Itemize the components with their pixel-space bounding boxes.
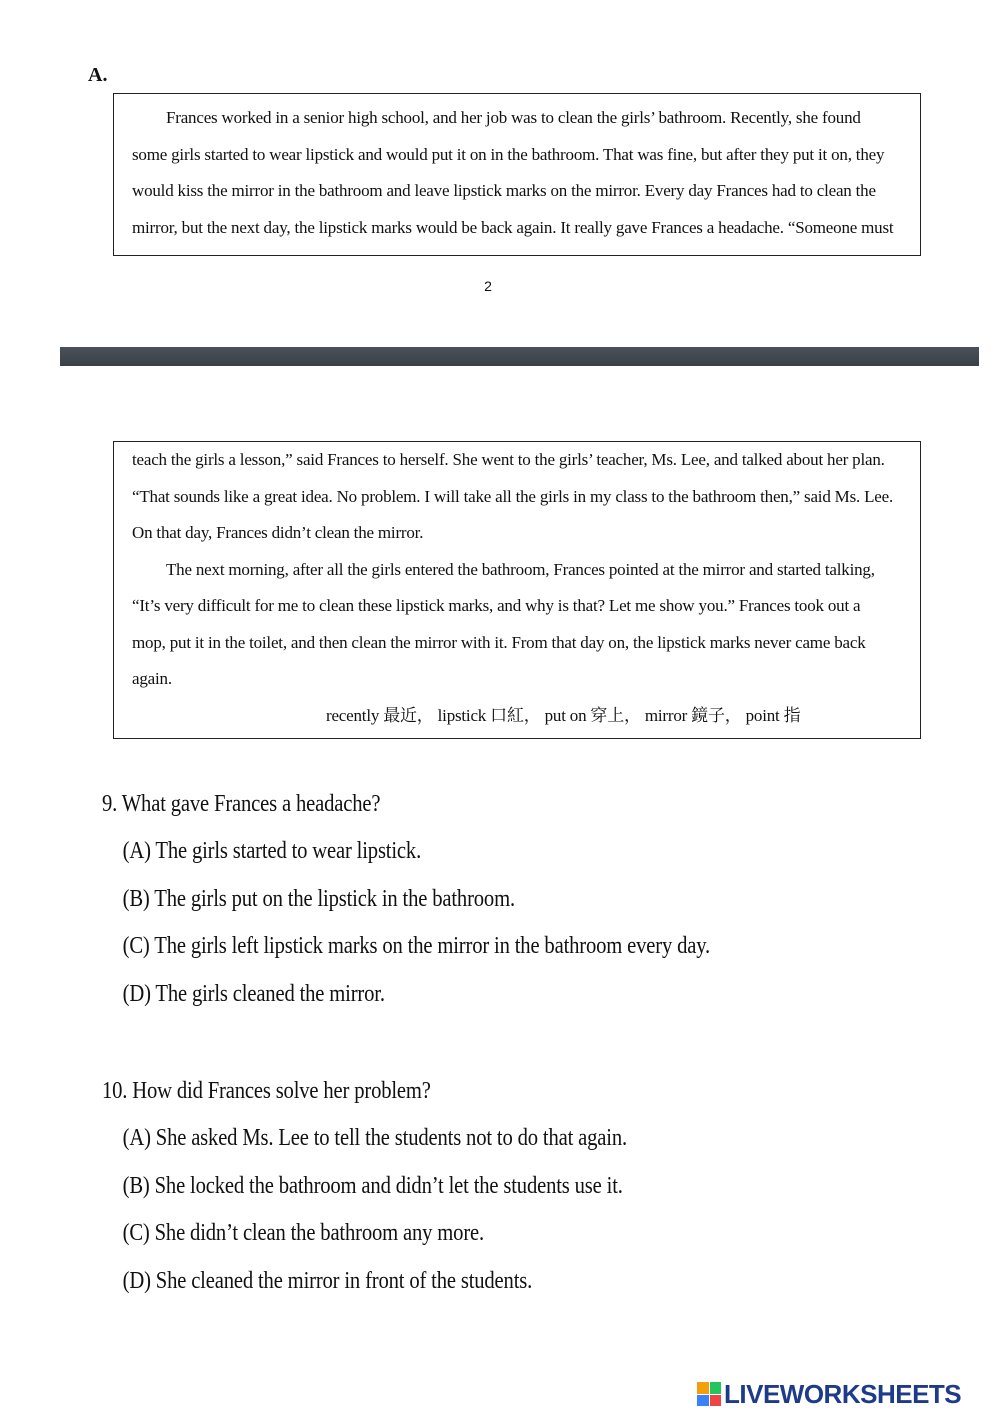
passage-line: “It’s very difficult for me to clean these lipstick marks, and why is that? Let me show you.” Frances took out a xyxy=(132,596,861,615)
answer-option-b[interactable]: (B) She locked the bathroom and didn’t let the students use it. xyxy=(122,1172,623,1199)
logo-cell xyxy=(697,1395,709,1407)
vocabulary-glossary: recently 最近， lipstick 口紅， put on 穿上， mirror 鏡子， point 指 xyxy=(326,705,801,725)
passage-box-bottom xyxy=(113,441,921,739)
passage-line: mirror, but the next day, the lipstick marks would be back again. It really gave Frances a headache. “Someone must xyxy=(132,217,894,237)
passage-line: “That sounds like a great idea. No problem. I will take all the girls in my class to the bathroom then,” said Ms. Lee. xyxy=(132,486,894,506)
answer-option-a[interactable]: (A) She asked Ms. Lee to tell the students not to do that again. xyxy=(122,1125,627,1151)
passage-line: The next morning, after all the girls entered the bathroom, Frances pointed at the mirror and started talking, xyxy=(166,559,875,579)
question-9 xyxy=(102,780,710,1018)
liveworksheets-logo[interactable] xyxy=(697,1378,997,1410)
logo-text: LIVEWORKSHEETS xyxy=(724,1378,962,1409)
passage-line: mop, put it in the toilet, and then clean the mirror with it. From that day on, the lipstick marks never came back xyxy=(132,632,866,652)
question-stem: 9. What gave Frances a headache? xyxy=(102,791,381,817)
passage-line: On that day, Frances didn’t clean the mirror. xyxy=(132,523,424,542)
question-10 xyxy=(102,1067,627,1305)
passage-line: teach the girls a lesson,” said Frances to herself. She went to the girls’ teacher, Ms. Lee, and talked about her plan. xyxy=(132,450,885,469)
logo-cell xyxy=(710,1395,722,1407)
section-label: A. xyxy=(88,64,108,86)
answer-option-b[interactable]: (B) The girls put on the lipstick in the bathroom. xyxy=(122,885,515,912)
answer-option-d[interactable]: (D) The girls cleaned the mirror. xyxy=(122,980,385,1007)
logo-cell xyxy=(697,1382,709,1394)
page-divider xyxy=(60,347,979,366)
answer-option-c[interactable]: (C) The girls left lipstick marks on the mirror in the bathroom every day. xyxy=(122,933,711,959)
passage-line: again. xyxy=(132,669,172,688)
logo-cell xyxy=(710,1382,722,1394)
passage-line: would kiss the mirror in the bathroom and leave lipstick marks on the mirror. Every day Frances had to clean the xyxy=(132,181,876,200)
page-number: 2 xyxy=(484,278,492,294)
answer-option-a[interactable]: (A) The girls started to wear lipstick. xyxy=(122,838,422,864)
passage-box-top xyxy=(113,93,921,256)
question-stem: 10. How did Frances solve her problem? xyxy=(102,1078,431,1104)
answer-option-c[interactable]: (C) She didn’t clean the bathroom any more. xyxy=(122,1220,485,1246)
liveworksheets-logo-icon xyxy=(697,1382,721,1406)
passage-line: some girls started to wear lipstick and would put it on in the bathroom. That was fine, but after they put it on, they xyxy=(132,144,885,164)
passage-line: Frances worked in a senior high school, and her job was to clean the girls’ bathroom. Recently, she found xyxy=(166,108,861,127)
answer-option-d[interactable]: (D) She cleaned the mirror in front of the students. xyxy=(122,1267,533,1294)
